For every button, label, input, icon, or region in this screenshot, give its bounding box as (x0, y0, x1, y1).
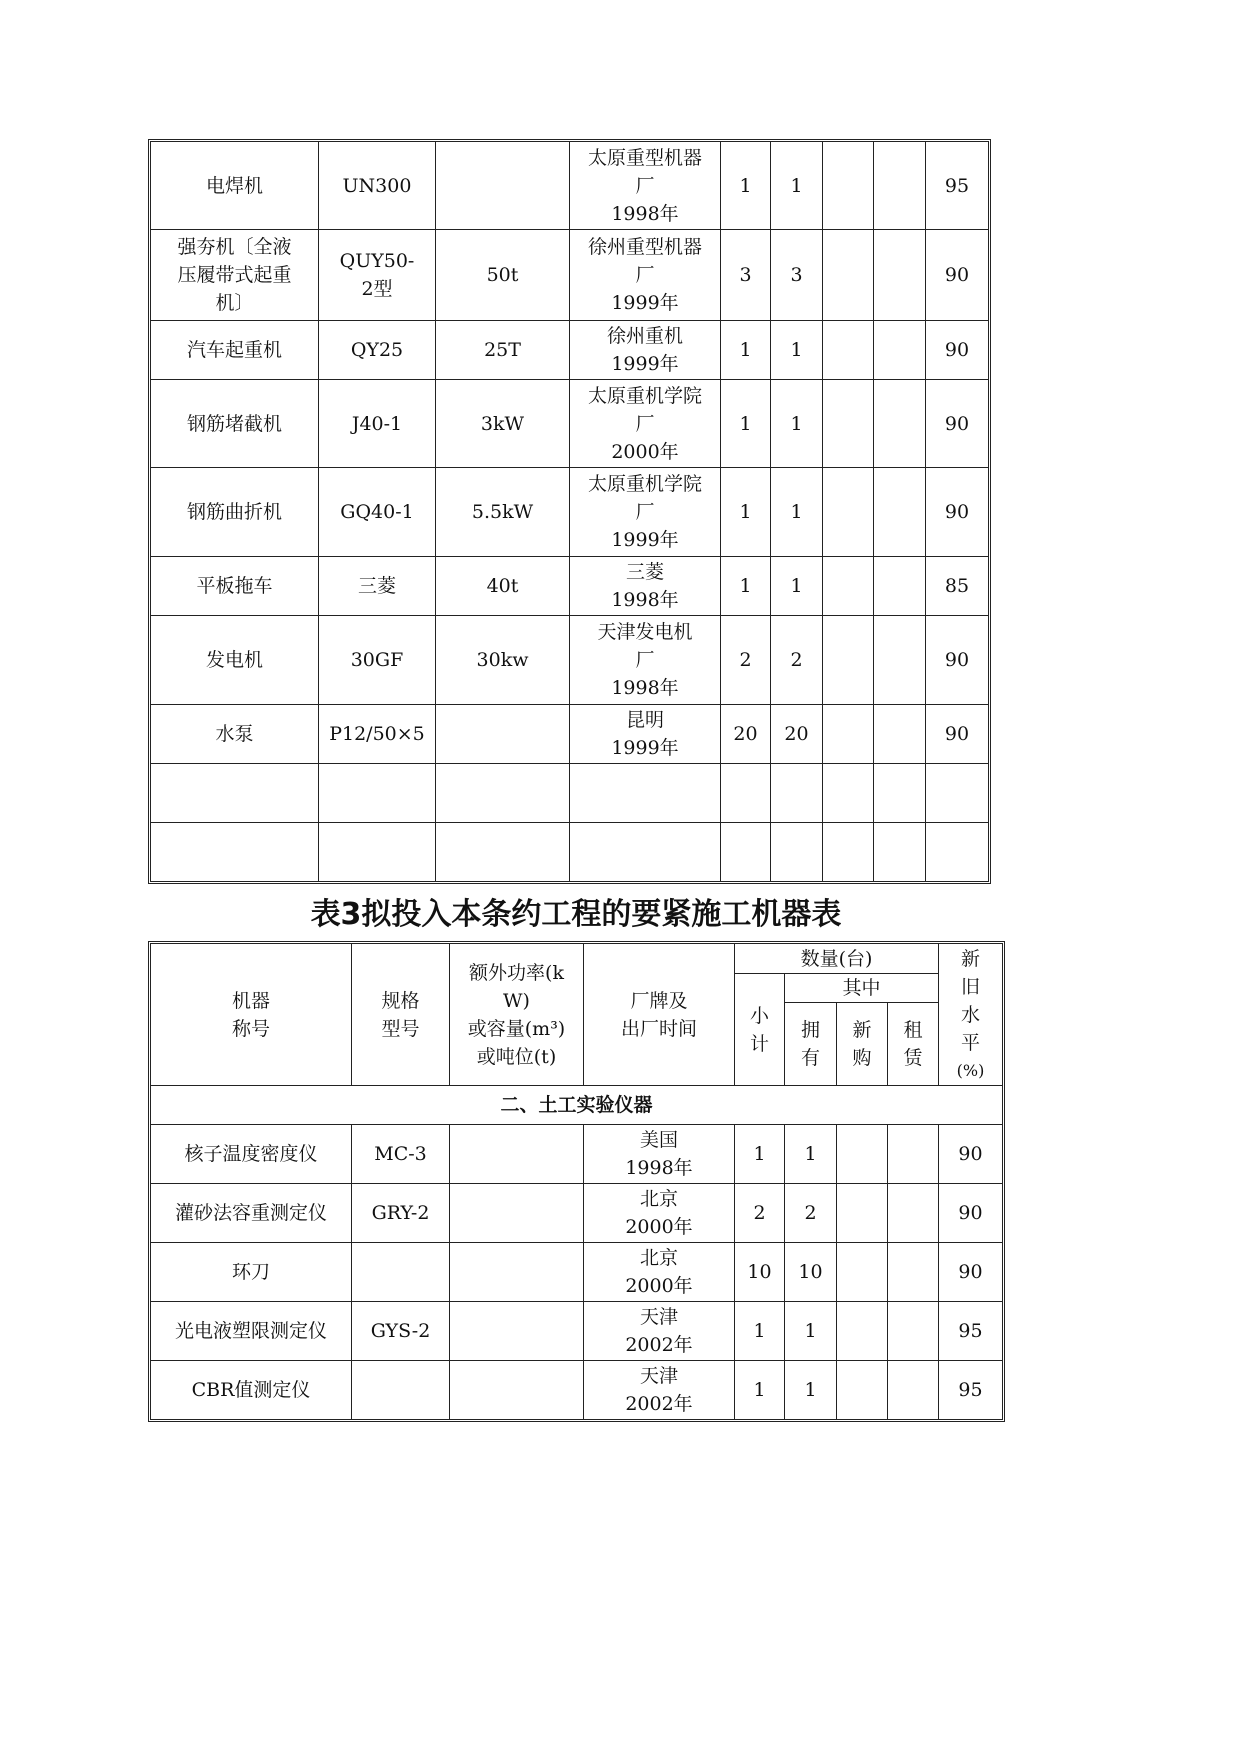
machine-power: 50t (436, 230, 570, 321)
count-new (837, 1184, 888, 1243)
condition-level: 90 (926, 705, 989, 764)
count-total: 1 (721, 557, 771, 616)
machine-power: 5.5kW (436, 468, 570, 557)
count-own: 1 (771, 380, 823, 468)
header-rent: 租 赁 (888, 1003, 939, 1086)
table-row (151, 142, 989, 230)
table-row (151, 468, 989, 557)
count-total: 2 (721, 616, 771, 705)
machine-power (450, 1243, 584, 1302)
machine-name: 水泵 (151, 705, 319, 764)
header-row (151, 944, 1003, 974)
machine-model: P12/50×5 (319, 705, 436, 764)
count-total: 3 (721, 230, 771, 321)
count-new (823, 380, 874, 468)
machine-model (352, 1243, 450, 1302)
machine-name: 汽车起重机 (151, 321, 319, 380)
machine-model: 30GF (319, 616, 436, 705)
machine-power (450, 1125, 584, 1184)
count-rent (888, 1125, 939, 1184)
machine-model: GYS-2 (352, 1302, 450, 1361)
count-total: 1 (721, 380, 771, 468)
header-machine-name: 机器 称号 (151, 944, 352, 1086)
table-row (151, 616, 989, 705)
condition-level: 90 (926, 380, 989, 468)
machine-maker: 徐州重机 1999年 (570, 321, 721, 380)
machine-maker: 徐州重型机器 厂 1999年 (570, 230, 721, 321)
machine-model: GRY-2 (352, 1184, 450, 1243)
machine-model: 三菱 (319, 557, 436, 616)
table-row (151, 705, 989, 764)
empty-row (151, 764, 989, 823)
machine-maker: 太原重机学院 厂 1999年 (570, 468, 721, 557)
condition-level: 95 (926, 142, 989, 230)
condition-level: 90 (926, 230, 989, 321)
machine-maker: 北京 2000年 (584, 1184, 735, 1243)
machine-maker: 北京 2000年 (584, 1243, 735, 1302)
empty-row (151, 823, 989, 882)
machine-model: GQ40-1 (319, 468, 436, 557)
equipment-table (150, 943, 1003, 1420)
machine-maker: 天津发电机 厂 1998年 (570, 616, 721, 705)
condition-level: 90 (939, 1243, 1003, 1302)
machine-power (450, 1361, 584, 1420)
count-own: 10 (785, 1243, 837, 1302)
machine-power: 30kw (436, 616, 570, 705)
count-own: 1 (771, 468, 823, 557)
machine-power (436, 705, 570, 764)
count-total: 20 (721, 705, 771, 764)
machine-model: J40-1 (319, 380, 436, 468)
count-rent (888, 1302, 939, 1361)
count-new (823, 557, 874, 616)
count-new (823, 230, 874, 321)
header-of-which: 其中 (785, 974, 939, 1003)
table-row (151, 557, 989, 616)
count-own: 1 (771, 321, 823, 380)
count-rent (874, 230, 926, 321)
count-new (837, 1243, 888, 1302)
count-rent (874, 468, 926, 557)
count-own: 2 (785, 1184, 837, 1243)
machine-model: MC-3 (352, 1125, 450, 1184)
count-total: 1 (735, 1125, 785, 1184)
count-own: 1 (771, 557, 823, 616)
count-rent (874, 380, 926, 468)
count-own: 20 (771, 705, 823, 764)
header-total: 小 计 (735, 974, 785, 1086)
condition-level: 90 (939, 1184, 1003, 1243)
machine-maker: 太原重机学院 厂 2000年 (570, 380, 721, 468)
count-rent (874, 616, 926, 705)
count-own: 1 (785, 1125, 837, 1184)
count-rent (888, 1243, 939, 1302)
table-row (151, 1243, 1003, 1302)
machine-maker: 太原重型机器 厂 1998年 (570, 142, 721, 230)
count-total: 10 (735, 1243, 785, 1302)
count-rent (874, 142, 926, 230)
header-quantity: 数量(台) (735, 944, 939, 974)
count-total: 1 (721, 468, 771, 557)
condition-level: 90 (939, 1125, 1003, 1184)
machine-power: 40t (436, 557, 570, 616)
count-rent (874, 557, 926, 616)
machine-power (450, 1302, 584, 1361)
table-row (151, 1184, 1003, 1243)
machine-name: 发电机 (151, 616, 319, 705)
count-new (823, 142, 874, 230)
machine-power (436, 142, 570, 230)
condition-level: 85 (926, 557, 989, 616)
machine-maker: 天津 2002年 (584, 1361, 735, 1420)
table-row (151, 1361, 1003, 1420)
machine-maker: 昆明 1999年 (570, 705, 721, 764)
machine-power (450, 1184, 584, 1243)
machine-power: 3kW (436, 380, 570, 468)
machine-name: 光电液塑限测定仪 (151, 1302, 352, 1361)
count-new (823, 468, 874, 557)
count-total: 1 (721, 321, 771, 380)
count-new (823, 705, 874, 764)
table-row (151, 380, 989, 468)
condition-level: 90 (926, 321, 989, 380)
machine-name: 灌砂法容重测定仪 (151, 1184, 352, 1243)
condition-level: 90 (926, 616, 989, 705)
count-rent (874, 705, 926, 764)
header-model: 规格 型号 (352, 944, 450, 1086)
count-total: 1 (721, 142, 771, 230)
section-row (151, 1086, 1003, 1125)
machine-model: QUY50- 2型 (319, 230, 436, 321)
table-row (151, 1125, 1003, 1184)
machine-maker: 天津 2002年 (584, 1302, 735, 1361)
machine-model: QY25 (319, 321, 436, 380)
header-own: 拥 有 (785, 1003, 837, 1086)
table-row (151, 230, 989, 321)
count-new (823, 616, 874, 705)
count-rent (888, 1361, 939, 1420)
count-new (837, 1361, 888, 1420)
machine-name: 强夯机〔全液 压履带式起重 机〕 (151, 230, 319, 321)
count-own: 1 (785, 1302, 837, 1361)
table-row (151, 1302, 1003, 1361)
condition-level: 95 (939, 1361, 1003, 1420)
count-new (837, 1302, 888, 1361)
machine-maker: 三菱 1998年 (570, 557, 721, 616)
machine-maker: 美国 1998年 (584, 1125, 735, 1184)
count-total: 1 (735, 1302, 785, 1361)
machine-name: 电焊机 (151, 142, 319, 230)
machine-name: 钢筋曲折机 (151, 468, 319, 557)
count-total: 2 (735, 1184, 785, 1243)
table-title: 表3拟投入本条约工程的要紧施工机器表 (310, 897, 842, 932)
machine-name: 环刀 (151, 1243, 352, 1302)
header-maker: 厂牌及 出厂时间 (584, 944, 735, 1086)
header-condition-level: 新 旧 水 平 (%) (939, 944, 1003, 1086)
count-rent (874, 321, 926, 380)
count-own: 1 (771, 142, 823, 230)
header-power: 额外功率(k W) 或容量(m³) 或吨位(t) (450, 944, 584, 1086)
condition-level: 90 (926, 468, 989, 557)
condition-level: 95 (939, 1302, 1003, 1361)
equipment-table-continued (150, 141, 989, 882)
count-rent (888, 1184, 939, 1243)
machine-name: 钢筋堵截机 (151, 380, 319, 468)
count-own: 3 (771, 230, 823, 321)
count-new (823, 321, 874, 380)
machine-power: 25T (436, 321, 570, 380)
machine-name: CBR值测定仪 (151, 1361, 352, 1420)
table-row (151, 321, 989, 380)
count-own: 1 (785, 1361, 837, 1420)
machine-model: UN300 (319, 142, 436, 230)
count-own: 2 (771, 616, 823, 705)
machine-model (352, 1361, 450, 1420)
section-heading: 二、土工实验仪器 (151, 1086, 1003, 1125)
count-new (837, 1125, 888, 1184)
machine-name: 平板拖车 (151, 557, 319, 616)
count-total: 1 (735, 1361, 785, 1420)
machine-name: 核子温度密度仪 (151, 1125, 352, 1184)
header-new: 新 购 (837, 1003, 888, 1086)
